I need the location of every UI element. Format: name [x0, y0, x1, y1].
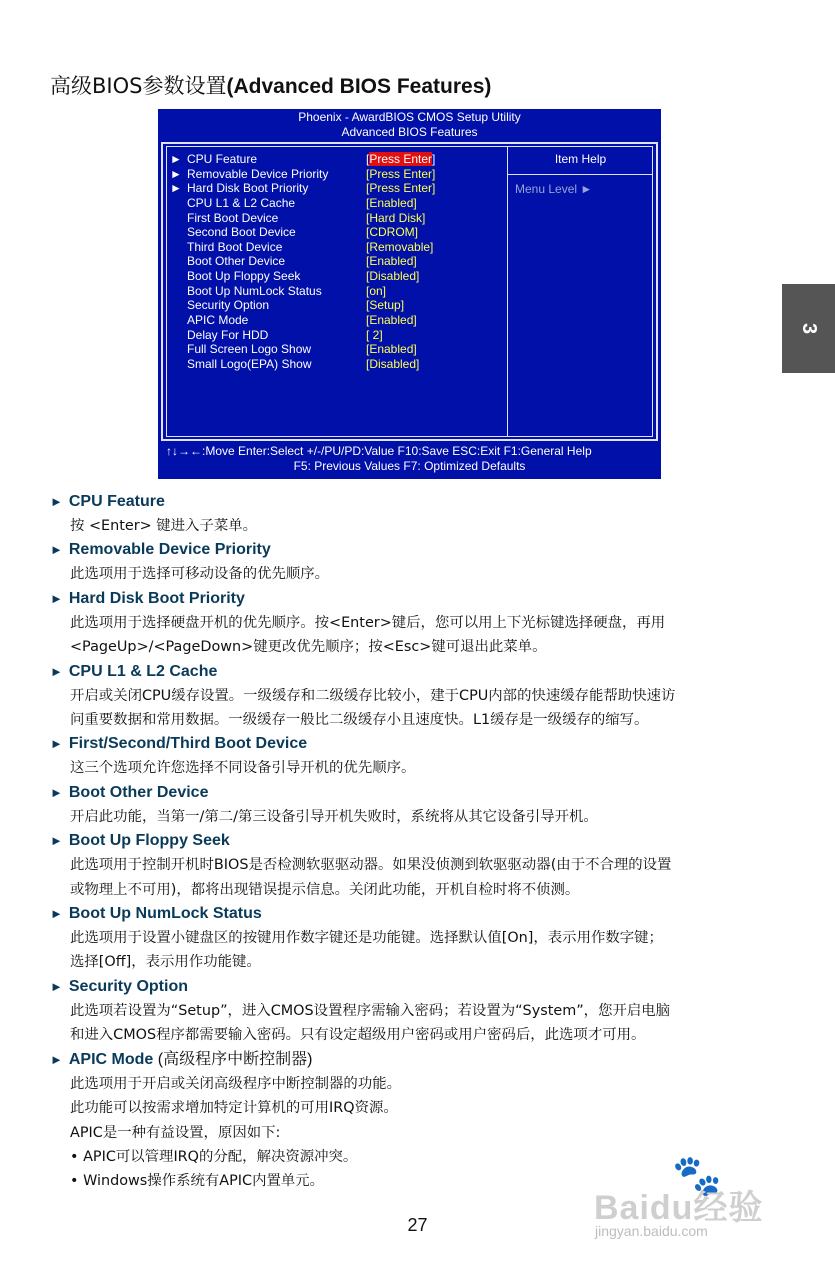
section-text: 此选项用于选择可移动设备的优先顺序。	[70, 566, 330, 583]
section-text: 或物理上不可用)，都将出现错误提示信息。关闭此功能，开机自检时将不侦测。	[70, 881, 580, 898]
section-title: APIC Mode	[68, 1050, 154, 1068]
bios-page-title: Advanced BIOS Features	[341, 125, 478, 139]
bios-item-value[interactable]: [Enabled]	[366, 313, 417, 328]
bios-item-label: Boot Other Device	[187, 254, 286, 269]
section-list	[50, 490, 780, 1194]
page-title-cn: 高级BIOS参数设置	[50, 74, 227, 98]
section-title: Boot Up Floppy Seek	[68, 832, 230, 850]
watermark-url: jingyan.baidu.com	[595, 1223, 708, 1239]
bios-item-value[interactable]: [CDROM]	[366, 225, 418, 240]
section-text: 此选项用于控制开机时BIOS是否检测软驱驱动器。如果没侦测到软驱驱动器(由于不合理的设置	[70, 857, 672, 874]
chapter-number: 3	[798, 322, 820, 335]
bullet-triangle-icon: ►	[50, 1051, 63, 1067]
bios-help-divider	[507, 146, 508, 437]
item-help-title: Item Help	[554, 152, 607, 166]
bios-footer	[158, 444, 661, 474]
section-title: CPU Feature	[68, 493, 165, 510]
bios-item-label: APIC Mode	[187, 313, 249, 328]
bullet-triangle-icon: ►	[50, 784, 63, 800]
section-text: 选择[Off]，表示用作功能键。	[70, 954, 261, 971]
bullet-triangle-icon: ►	[50, 542, 63, 558]
section-text: 按 <Enter> 键进入子菜单。	[70, 518, 258, 534]
section-heading	[50, 902, 780, 926]
section-subtitle: (高级程序中断控制器)	[157, 1050, 313, 1068]
section-text: 这三个选项允许您选择不同设备引导开机的优先顺序。	[70, 760, 416, 777]
bios-item-value[interactable]: [Enabled]	[366, 254, 417, 269]
section-title: First/Second/Third Boot Device	[68, 735, 308, 753]
bios-item-value[interactable]: [Press Enter]	[366, 166, 436, 181]
bios-item-value[interactable]	[366, 152, 435, 167]
section-text: 开启此功能，当第一/第二/第三设备引导开机失败时，系统将从其它设备引导开机。	[70, 808, 598, 825]
section-text: 此选项用于开启或关闭高级程序中断控制器的功能。	[70, 1075, 401, 1092]
submenu-arrow-icon: ►	[170, 166, 182, 181]
bios-item-value[interactable]: [Disabled]	[366, 356, 420, 371]
section-heading	[50, 781, 780, 805]
section-title: Removable Device Priority	[68, 541, 271, 559]
section-text: 此选项用于设置小键盘区的按键用作数字键还是功能键。选择默认值[On]，表示用作数字键；	[70, 930, 663, 947]
bullet-triangle-icon: ►	[50, 978, 63, 994]
bios-item-value[interactable]: [Hard Disk]	[366, 210, 426, 225]
bios-help-separator	[507, 174, 653, 175]
section-heading	[50, 1048, 780, 1072]
section-heading	[50, 538, 780, 562]
section-text: • Windows操作系统有APIC内置单元。	[70, 1173, 325, 1190]
section-title: CPU L1 & L2 Cache	[68, 662, 218, 680]
chapter-tab	[782, 284, 835, 373]
section-heading	[50, 587, 780, 611]
page-title	[50, 70, 491, 100]
section-text: 开启或关闭CPU缓存设置。一级缓存和二级缓存比较小，建于CPU内部的快速缓存能帮助快速访	[70, 687, 676, 704]
value-bracket-open: [	[366, 152, 370, 166]
paw-logo-icon: 🐾	[672, 1154, 722, 1198]
bullet-triangle-icon: ►	[50, 663, 63, 679]
bios-item-label: Second Boot Device	[187, 225, 296, 240]
section-text: <PageUp>/<PageDown>键更改优先顺序；按<Esc>键可退出此菜单。	[70, 639, 547, 656]
bios-item-label: First Boot Device	[187, 210, 279, 225]
section-heading	[50, 660, 780, 684]
bullet-triangle-icon: ►	[50, 494, 63, 509]
section-text: 问重要数据和常用数据。一级缓存一般比二级缓存小且速度快。L1缓存是一级缓存的缩写。	[70, 712, 649, 729]
section-text: 此选项用于选择硬盘开机的优先顺序。按<Enter>键后，您可以用上下光标键选择硬盘，再用	[70, 614, 666, 631]
bios-item-value[interactable]: [Removable]	[366, 239, 434, 254]
bios-item-label: CPU L1 & L2 Cache	[187, 195, 296, 210]
section-heading	[50, 490, 780, 514]
bios-footer-keys: ↑↓→←:Move Enter:Select +/-/PU/PD:Value F10:Save ESC:Exit F1:General Help	[166, 444, 592, 458]
section-title: Boot Up NumLock Status	[68, 905, 262, 923]
bios-item-value[interactable]: [on]	[366, 283, 387, 298]
section-title: Hard Disk Boot Priority	[68, 589, 245, 607]
submenu-arrow-icon: ►	[170, 152, 182, 166]
bullet-triangle-icon: ►	[50, 736, 63, 752]
bios-item-label: Small Logo(EPA) Show	[187, 356, 312, 371]
page-title-en: (Advanced BIOS Features)	[226, 75, 492, 98]
section-text: 和进入CMOS程序都需要输入密码。只有设定超级用户密码或用户密码后，此选项才可用。	[70, 1027, 646, 1044]
bios-item-label: Hard Disk Boot Priority	[187, 181, 309, 196]
bios-item-label: Removable Device Priority	[187, 166, 329, 181]
bios-header	[158, 109, 661, 140]
watermark-brand: Baidu经验	[594, 1189, 764, 1227]
bios-item-value[interactable]: [Setup]	[366, 298, 405, 313]
bios-item-label: Third Boot Device	[187, 239, 283, 254]
bullet-triangle-icon: ►	[50, 906, 63, 922]
highlighted-value: Press Enter	[369, 152, 433, 166]
bios-item-value[interactable]: [Disabled]	[366, 269, 420, 284]
bios-footer-defaults: F5: Previous Values F7: Optimized Defaults	[293, 459, 526, 473]
bios-item-label: Delay For HDD	[187, 327, 269, 342]
bios-item-value[interactable]: [Enabled]	[366, 342, 417, 357]
section-heading	[50, 732, 780, 756]
page-number: 27	[407, 1215, 428, 1235]
section-title: Security Option	[68, 977, 188, 995]
section-title: Boot Other Device	[68, 783, 209, 801]
section-text: 此功能可以按需求增加特定计算机的可用IRQ资源。	[70, 1100, 398, 1117]
bios-item-value[interactable]: [Enabled]	[366, 195, 417, 210]
bios-utility-title: Phoenix - AwardBIOS CMOS Setup Utility	[298, 110, 521, 124]
bullet-triangle-icon: ►	[50, 833, 63, 849]
bios-item-label: Security Option	[187, 298, 270, 313]
value-bracket-close: ]	[432, 152, 436, 166]
bios-item-label: Full Screen Logo Show	[187, 342, 312, 357]
menu-level: Menu Level ►	[515, 182, 593, 196]
section-heading	[50, 829, 780, 853]
bios-item-value[interactable]: [ 2]	[366, 327, 383, 342]
section-heading	[50, 975, 780, 999]
baidu-watermark	[592, 1150, 792, 1250]
section-text: 此选项若设置为“Setup”，进入CMOS设置程序需输入密码；若设置为“System”，您开启电脑	[70, 1002, 671, 1019]
submenu-arrow-icon: ►	[170, 181, 182, 196]
section-text: APIC是一种有益设置，原因如下:	[70, 1124, 281, 1141]
section-text: • APIC可以管理IRQ的分配，解决资源冲突。	[70, 1148, 358, 1165]
bios-item-value[interactable]: [Press Enter]	[366, 181, 436, 196]
bullet-triangle-icon: ►	[50, 590, 63, 606]
bios-item-label: Boot Up NumLock Status	[187, 283, 322, 298]
bios-item-label: CPU Feature	[187, 152, 258, 166]
bios-screenshot	[158, 109, 661, 479]
bios-item-label: Boot Up Floppy Seek	[187, 269, 301, 284]
